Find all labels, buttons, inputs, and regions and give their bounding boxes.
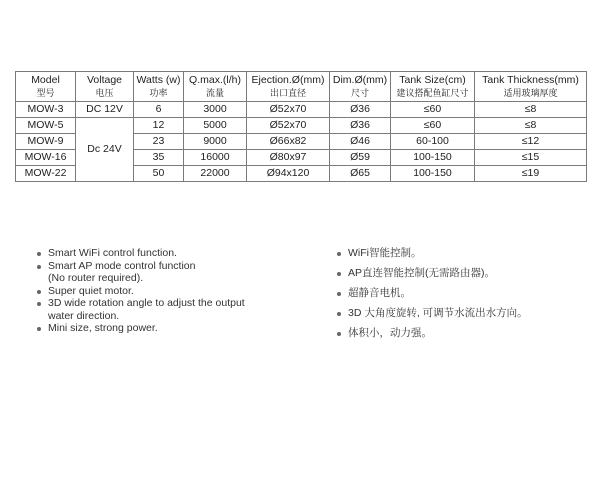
cell-voltage: Dc 24V — [76, 118, 134, 182]
cell-thickness: ≤15 — [475, 150, 587, 166]
feature-item: Super quiet motor. — [36, 285, 316, 298]
header-model: Model 型号 — [16, 72, 76, 102]
feature-item: 超静音电机。 — [336, 287, 586, 300]
cell-dim: Ø36 — [330, 102, 391, 118]
table-row — [16, 118, 587, 134]
cell-ejection: Ø80x97 — [247, 150, 330, 166]
cell-thickness: ≤8 — [475, 118, 587, 134]
feature-item: 3D wide rotation angle to adjust the output water direction. — [36, 297, 316, 322]
cell-watts: 12 — [134, 118, 184, 134]
cell-model: MOW-16 — [16, 150, 76, 166]
cell-ejection: Ø52x70 — [247, 102, 330, 118]
table-row — [16, 102, 587, 118]
features-list-english — [36, 247, 316, 335]
cell-tank-size: 60-100 — [391, 134, 475, 150]
cell-tank-size: ≤60 — [391, 118, 475, 134]
cell-voltage: DC 12V — [76, 102, 134, 118]
cell-watts: 23 — [134, 134, 184, 150]
cell-watts: 35 — [134, 150, 184, 166]
cell-ejection: Ø94x120 — [247, 166, 330, 182]
feature-item: 体积小，动力强。 — [336, 327, 586, 340]
cell-dim: Ø46 — [330, 134, 391, 150]
feature-item: 3D 大角度旋转, 可调节水流出水方向。 — [336, 307, 586, 320]
cell-model: MOW-22 — [16, 166, 76, 182]
header-dim: Dim.Ø(mm) 尺寸 — [330, 72, 391, 102]
header-flow: Q.max.(l/h) 流量 — [184, 72, 247, 102]
feature-item: AP直连智能控制(无需路由器)。 — [336, 267, 586, 280]
cell-flow: 5000 — [184, 118, 247, 134]
cell-dim: Ø65 — [330, 166, 391, 182]
cell-model: MOW-3 — [16, 102, 76, 118]
cell-thickness: ≤12 — [475, 134, 587, 150]
cell-dim: Ø36 — [330, 118, 391, 134]
features-list-chinese — [336, 247, 586, 347]
cell-tank-size: 100-150 — [391, 166, 475, 182]
cell-model: MOW-9 — [16, 134, 76, 150]
feature-item: Mini size, strong power. — [36, 322, 316, 335]
cell-dim: Ø59 — [330, 150, 391, 166]
cell-watts: 50 — [134, 166, 184, 182]
cell-thickness: ≤8 — [475, 102, 587, 118]
cell-tank-size: 100-150 — [391, 150, 475, 166]
header-voltage: Voltage 电压 — [76, 72, 134, 102]
spec-table — [15, 71, 587, 182]
cell-tank-size: ≤60 — [391, 102, 475, 118]
cell-flow: 16000 — [184, 150, 247, 166]
cell-ejection: Ø66x82 — [247, 134, 330, 150]
header-tank-size: Tank Size(cm) 建议搭配鱼缸尺寸 — [391, 72, 475, 102]
cell-flow: 3000 — [184, 102, 247, 118]
cell-model: MOW-5 — [16, 118, 76, 134]
feature-item: Smart AP mode control function (No router required). — [36, 260, 316, 285]
header-watts: Watts (w) 功率 — [134, 72, 184, 102]
feature-item: Smart WiFi control function. — [36, 247, 316, 260]
cell-flow: 9000 — [184, 134, 247, 150]
cell-ejection: Ø52x70 — [247, 118, 330, 134]
cell-thickness: ≤19 — [475, 166, 587, 182]
cell-watts: 6 — [134, 102, 184, 118]
feature-item: WiFi智能控制。 — [336, 247, 586, 260]
cell-flow: 22000 — [184, 166, 247, 182]
header-tank-thickness: Tank Thickness(mm) 适用玻璃厚度 — [475, 72, 587, 102]
table-header-row — [16, 72, 587, 102]
header-ejection: Ejection.Ø(mm) 出口直径 — [247, 72, 330, 102]
